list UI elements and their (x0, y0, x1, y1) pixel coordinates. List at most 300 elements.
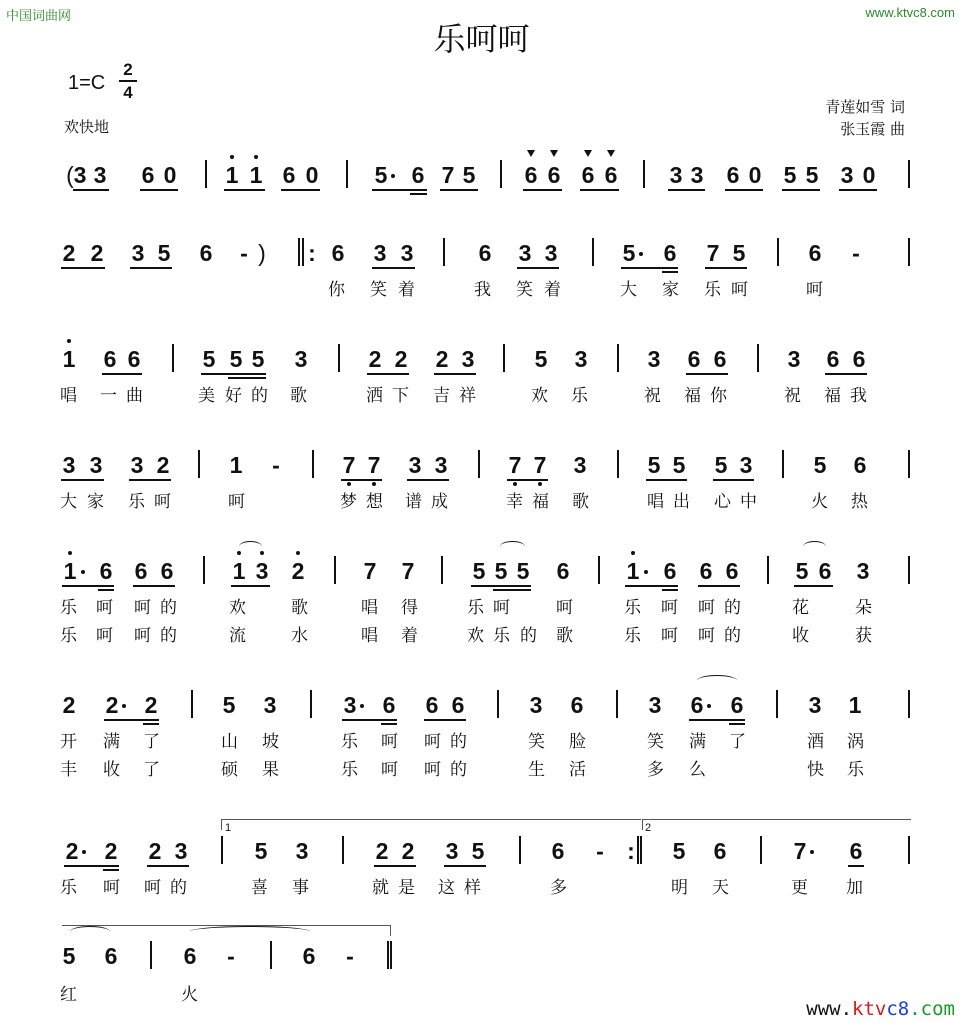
note: 1 (848, 692, 862, 718)
slur (803, 541, 826, 552)
note: : (627, 838, 635, 864)
underline-beam (231, 585, 270, 587)
lyric: 乐 (60, 878, 77, 898)
lyric: 歌 (291, 598, 308, 618)
note: 1 (225, 162, 239, 188)
note: 2 (105, 692, 119, 718)
lyric: 是 (398, 878, 415, 898)
underline-beam (133, 585, 175, 587)
underline-beam (507, 479, 548, 481)
watermark-part: .com (909, 998, 955, 1020)
note: 2 (368, 346, 382, 372)
note: 3 (434, 452, 448, 478)
note: 5 (471, 838, 485, 864)
lyric: 果 (262, 760, 279, 780)
note: 6 (99, 558, 113, 584)
lyric: 唱 (60, 386, 77, 406)
note: 3 (574, 346, 588, 372)
barline (441, 556, 443, 584)
lyric: 硕 (221, 760, 238, 780)
note: 6 (302, 943, 316, 969)
lyric: 的 (724, 598, 741, 618)
lyric: 得 (401, 598, 418, 618)
barline (503, 344, 505, 372)
note: 6 (713, 838, 727, 864)
note: 6 (451, 692, 465, 718)
lyric: 欢 (467, 626, 484, 646)
underline-beam (848, 865, 864, 867)
note: 5 (732, 240, 746, 266)
barline (519, 836, 521, 864)
lyric: 喜 (251, 878, 268, 898)
lyric: 火 (181, 985, 198, 1005)
high-octave-dot (67, 339, 71, 343)
barline (191, 690, 193, 718)
underline-beam (440, 189, 478, 191)
time-signature (119, 60, 137, 103)
barline (338, 344, 340, 372)
note: 6 (141, 162, 155, 188)
lyric: 呵 (698, 598, 715, 618)
barline (767, 556, 769, 584)
note: 3 (295, 838, 309, 864)
underline-beam (224, 189, 265, 191)
note: - (852, 240, 860, 266)
lyric: 红 (60, 985, 77, 1005)
lyric: 丰 (60, 760, 77, 780)
lyric: 福 (824, 386, 841, 406)
barline (617, 450, 619, 478)
lyric: 样 (464, 878, 481, 898)
note: 3 (89, 452, 103, 478)
note: 0 (748, 162, 762, 188)
note: 5 (254, 838, 268, 864)
lyric: 祝 (644, 386, 661, 406)
note: 2 (144, 692, 158, 718)
underline-beam (102, 373, 142, 375)
note: 5 (229, 346, 243, 372)
barline (334, 556, 336, 584)
note: 7 (363, 558, 377, 584)
note: 2 (291, 558, 305, 584)
tempo-marking: 欢快地 (64, 118, 110, 136)
song-title: 乐呵呵 (433, 20, 530, 58)
lyric: 祥 (459, 386, 476, 406)
augmentation-dot (644, 570, 648, 574)
lyric: 乐 (847, 760, 864, 780)
lyric: 幸 (506, 492, 523, 512)
high-octave-dot (230, 155, 234, 159)
barline (643, 160, 645, 188)
note: 6 (524, 162, 538, 188)
note: 6 (852, 346, 866, 372)
lyric: 热 (851, 492, 868, 512)
underline-beam (662, 589, 678, 591)
note: 3 (787, 346, 801, 372)
lyric: 呵 (493, 598, 510, 618)
underline-beam (580, 189, 619, 191)
note: 6 (604, 162, 618, 188)
barline (908, 556, 910, 584)
note: 0 (163, 162, 177, 188)
lyric: 的 (170, 878, 187, 898)
note: 5 (516, 558, 530, 584)
lyric: 乐 (571, 386, 588, 406)
lyric: 我 (850, 386, 867, 406)
barline (478, 450, 480, 478)
note: 3 (739, 452, 753, 478)
note: 6 (570, 692, 584, 718)
note: - (227, 943, 235, 969)
slur (697, 675, 737, 686)
underline-beam (104, 719, 159, 721)
lyric: 乐 (341, 760, 358, 780)
lyric: 大 (60, 492, 77, 512)
volta-label-2: 2 (645, 822, 652, 834)
volta-label-1: 1 (225, 822, 232, 834)
lyric: 生 (528, 760, 545, 780)
high-octave-dot (254, 155, 258, 159)
note: 5 (647, 452, 661, 478)
augmentation-dot (810, 850, 814, 854)
note: 3 (518, 240, 532, 266)
lyric: 呵 (96, 598, 113, 618)
lyric: 呵 (134, 626, 151, 646)
barline (617, 344, 619, 372)
note: 6 (199, 240, 213, 266)
barline (205, 160, 207, 188)
note: 6 (104, 943, 118, 969)
lyric: 想 (366, 492, 383, 512)
underline-beam (621, 267, 678, 269)
note: 6 (127, 346, 141, 372)
underline-beam (729, 723, 745, 725)
barline (592, 238, 594, 266)
lyric: 乐 (467, 598, 484, 618)
lyric: 坡 (262, 732, 279, 752)
underline-beam (129, 479, 171, 481)
underline-beam (646, 479, 687, 481)
lyric: 乐 (624, 626, 641, 646)
note: 5 (462, 162, 476, 188)
barline (312, 450, 314, 478)
underline-beam (62, 585, 114, 587)
note: 6 (331, 240, 345, 266)
lyric: 祝 (784, 386, 801, 406)
lyric: 着 (544, 280, 561, 300)
high-octave-dot (68, 551, 72, 555)
underline-beam (73, 189, 109, 191)
barline (390, 941, 392, 969)
barline (203, 556, 205, 584)
note: 2 (65, 838, 79, 864)
note: 6 (581, 162, 595, 188)
lyric: 脸 (569, 732, 586, 752)
lyric: 这 (438, 878, 455, 898)
lyric: 满 (103, 732, 120, 752)
note: 6 (730, 692, 744, 718)
lyric: 呵 (144, 878, 161, 898)
lyric: 涡 (847, 732, 864, 752)
augmentation-dot (81, 570, 85, 574)
note: 6 (478, 240, 492, 266)
watermark-part: ktv (852, 998, 887, 1020)
underline-beam (705, 267, 747, 269)
note: 3 (400, 240, 414, 266)
augmentation-dot (639, 252, 643, 256)
note: 5 (157, 240, 171, 266)
augmentation-dot (82, 850, 86, 854)
underline-beam (201, 373, 266, 375)
note: 5 (714, 452, 728, 478)
low-octave-dot (513, 482, 517, 486)
note: 3 (343, 692, 357, 718)
barline (500, 160, 502, 188)
lyric: 呵 (103, 878, 120, 898)
barline (760, 836, 762, 864)
note: 6 (818, 558, 832, 584)
lyric: 乐 (624, 598, 641, 618)
lyric: 呵 (381, 732, 398, 752)
note: 5 (251, 346, 265, 372)
note: 3 (93, 162, 107, 188)
lyric: 多 (647, 760, 664, 780)
lyric: 歌 (290, 386, 307, 406)
note: 6 (425, 692, 439, 718)
lyric: 呵 (381, 760, 398, 780)
note: 2 (104, 838, 118, 864)
high-octave-dot (296, 551, 300, 555)
note: 6 (726, 162, 740, 188)
underline-beam (424, 719, 466, 721)
lyric: 谱 (405, 492, 422, 512)
lyric: 花 (792, 598, 809, 618)
note: 1 (229, 452, 243, 478)
barline (221, 836, 223, 864)
site-url[interactable]: www.ktvc8.com (865, 5, 955, 20)
slur (190, 926, 310, 937)
lyric: 加 (846, 878, 863, 898)
augmentation-dot (360, 704, 364, 708)
lyric: 呵 (134, 598, 151, 618)
note: 3 (294, 346, 308, 372)
lyric: 收 (792, 626, 809, 646)
lyric: 的 (160, 626, 177, 646)
lyric: 明 (671, 878, 688, 898)
lyric: 获 (855, 626, 872, 646)
lyric: 呵 (424, 732, 441, 752)
lyric: 笑 (370, 280, 387, 300)
lyric: 更 (791, 878, 808, 898)
underline-beam (140, 189, 178, 191)
note: 3 (808, 692, 822, 718)
note: 7 (401, 558, 415, 584)
underline-beam (794, 585, 833, 587)
note: 3 (73, 162, 87, 188)
note: 6 (160, 558, 174, 584)
barline (908, 450, 910, 478)
underline-beam (713, 479, 754, 481)
lyric: 唱 (361, 626, 378, 646)
underline-beam (147, 865, 189, 867)
lyric: 天 (712, 878, 729, 898)
lyric: 欢 (531, 386, 548, 406)
underline-beam (61, 267, 105, 269)
underline-beam (98, 589, 114, 591)
note: ) (258, 240, 266, 266)
underline-beam (698, 585, 740, 587)
note: 5 (795, 558, 809, 584)
note: 6 (547, 162, 561, 188)
lyric: 的 (724, 626, 741, 646)
note: 1 (249, 162, 263, 188)
barline (640, 836, 642, 864)
lyric: 的 (251, 386, 268, 406)
lyric: 曲 (126, 386, 143, 406)
lyric: 家 (662, 280, 679, 300)
note: 7 (367, 452, 381, 478)
note: 2 (148, 838, 162, 864)
note: 3 (62, 452, 76, 478)
lyric: 唱 (647, 492, 664, 512)
note: 6 (849, 838, 863, 864)
note: 6 (663, 240, 677, 266)
underline-beam (689, 719, 745, 721)
underline-beam (839, 189, 877, 191)
barline (908, 690, 910, 718)
note: 6 (556, 558, 570, 584)
note: 5 (813, 452, 827, 478)
note: 6 (826, 346, 840, 372)
volta-bracket-2 (642, 819, 911, 830)
underline-beam (523, 189, 562, 191)
note: 3 (647, 346, 661, 372)
underline-beam (444, 865, 486, 867)
underline-beam (825, 373, 867, 375)
note: 7 (533, 452, 547, 478)
underline-beam (668, 189, 705, 191)
slur (70, 926, 110, 937)
lyric: 山 (221, 732, 238, 752)
note: : (308, 240, 316, 266)
lyric: 出 (673, 492, 690, 512)
lyric: 笑 (647, 732, 664, 752)
underline-beam (281, 189, 320, 191)
lyric: 笑 (528, 732, 545, 752)
barline (298, 238, 300, 266)
lyric: 的 (450, 760, 467, 780)
barline (777, 238, 779, 266)
note: - (272, 452, 280, 478)
lyric: 乐 (341, 732, 358, 752)
watermark-part: www. (806, 998, 853, 1020)
note: 6 (808, 240, 822, 266)
low-octave-dot (347, 482, 351, 486)
lyric: 快 (807, 760, 824, 780)
note: 7 (441, 162, 455, 188)
barline (346, 160, 348, 188)
barline (637, 836, 639, 864)
note: 6 (134, 558, 148, 584)
note: 6 (663, 558, 677, 584)
lyric: 吉 (433, 386, 450, 406)
note: 6 (103, 346, 117, 372)
note: 5 (222, 692, 236, 718)
note: 2 (375, 838, 389, 864)
underline-beam (493, 589, 531, 591)
underline-beam (61, 479, 104, 481)
lyric: 歌 (572, 492, 589, 512)
note: 1 (62, 346, 76, 372)
lyric: 了 (143, 760, 160, 780)
lyric: 了 (143, 732, 160, 752)
lyric: 梦 (340, 492, 357, 512)
note: 7 (706, 240, 720, 266)
note: 5 (62, 943, 76, 969)
lyricist-credit: 青莲如雪 词 (825, 98, 905, 116)
slur (239, 541, 262, 552)
barline (172, 344, 174, 372)
note: 5 (672, 838, 686, 864)
note: 3 (690, 162, 704, 188)
note: 3 (544, 240, 558, 266)
low-octave-dot (538, 482, 542, 486)
composer-credit: 张玉霞 曲 (840, 120, 905, 138)
underline-beam (434, 373, 476, 375)
lyric: 家 (87, 492, 104, 512)
lyric: 歌 (556, 626, 573, 646)
note: 1 (232, 558, 246, 584)
note: 1 (626, 558, 640, 584)
barline (198, 450, 200, 478)
note: 6 (551, 838, 565, 864)
lyric: 事 (292, 878, 309, 898)
augmentation-dot (122, 704, 126, 708)
note: 6 (713, 346, 727, 372)
high-octave-dot (631, 551, 635, 555)
note: 0 (305, 162, 319, 188)
lyric: 乐 (493, 626, 510, 646)
lyric: 乐 (60, 598, 77, 618)
barline (310, 690, 312, 718)
accent-mark (584, 150, 592, 157)
underline-beam (342, 719, 397, 721)
underline-beam (64, 865, 119, 867)
note: 3 (461, 346, 475, 372)
lyric: 呵 (661, 626, 678, 646)
watermark-part: c8 (886, 998, 910, 1020)
note: 6 (699, 558, 713, 584)
key-signature: 1=C (68, 72, 106, 94)
lyric: 欢 (229, 598, 246, 618)
note: 5 (472, 558, 486, 584)
accent-mark (550, 150, 558, 157)
note: 7 (508, 452, 522, 478)
note: 2 (401, 838, 415, 864)
underline-beam (410, 193, 427, 195)
note: 3 (840, 162, 854, 188)
note: 3 (130, 452, 144, 478)
lyric: 一 (100, 386, 117, 406)
barline (616, 690, 618, 718)
lyric: 中 (740, 492, 757, 512)
watermark (806, 998, 955, 1020)
fraction-bar (119, 80, 137, 82)
note: 3 (445, 838, 459, 864)
lyric: 你 (328, 280, 345, 300)
note: 2 (62, 692, 76, 718)
note: 3 (174, 838, 188, 864)
